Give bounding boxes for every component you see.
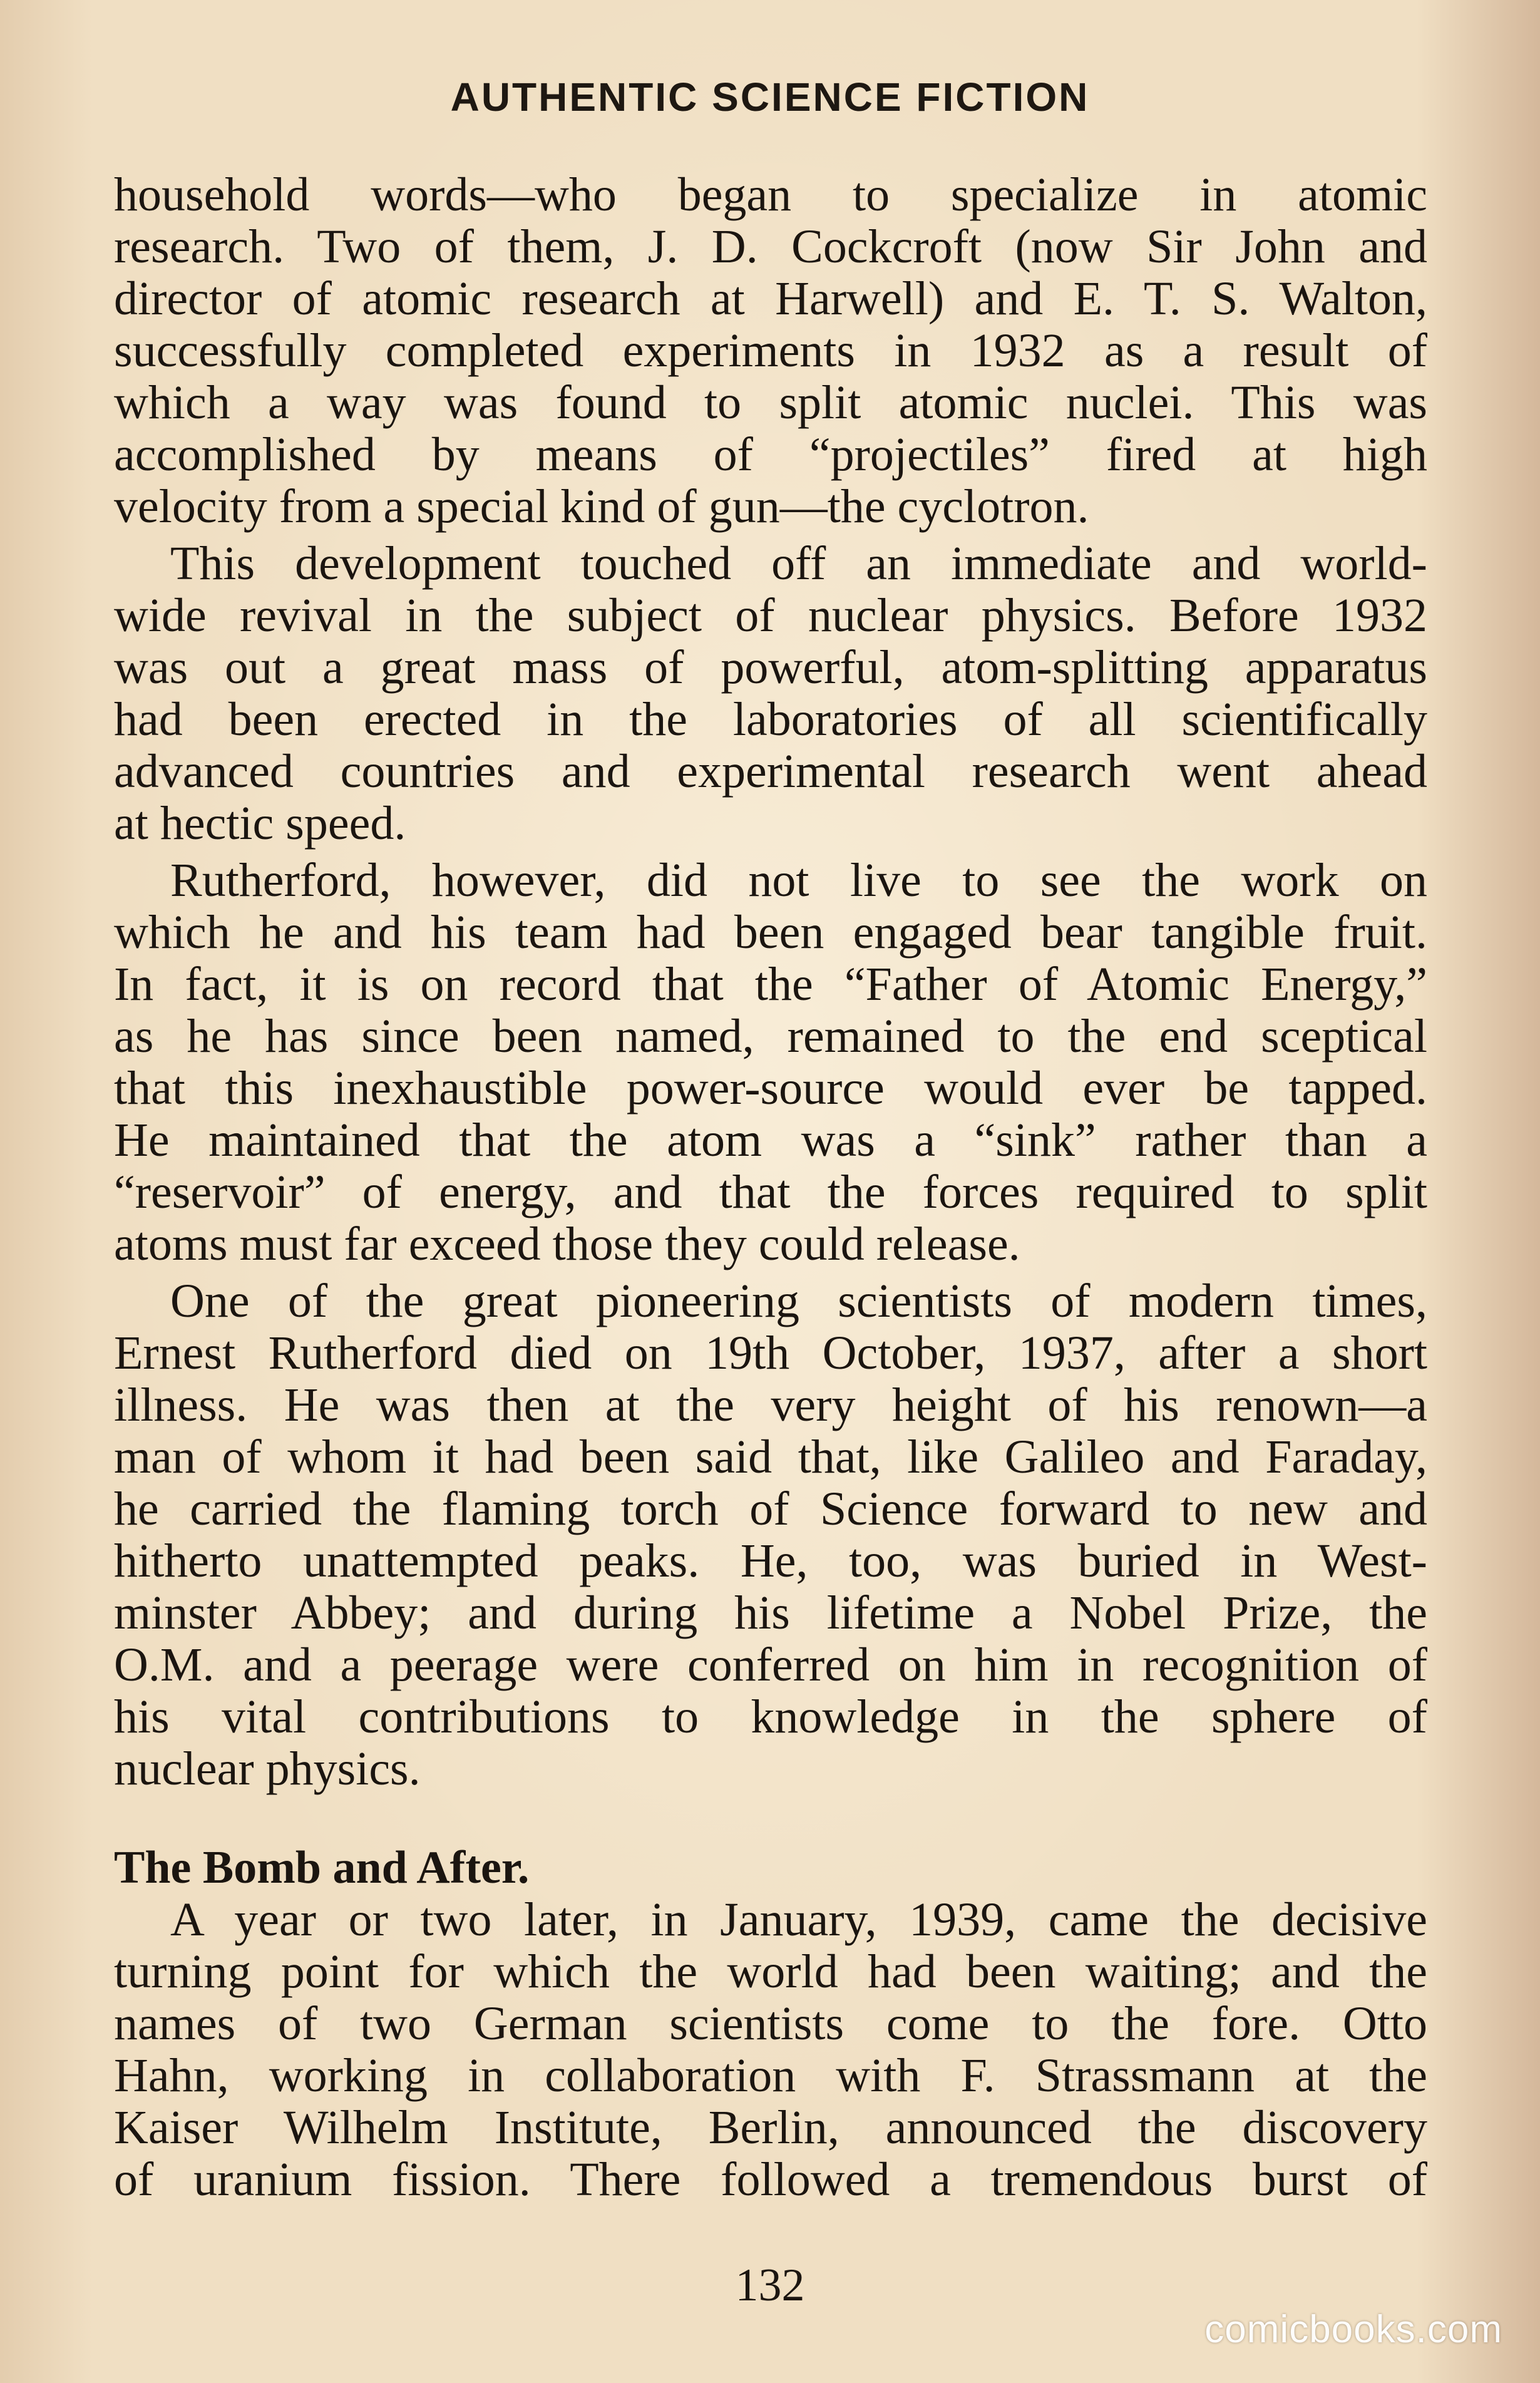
text-line: atoms must far exceed those they could release. [114, 1218, 1020, 1270]
text-line: director of atomic research at Harwell) and E. T. S. Walton, [114, 273, 1427, 325]
paragraph [114, 169, 1427, 533]
text-line: He maintained that the atom was a “sink” rather than a [114, 1114, 1427, 1166]
section-heading: The Bomb and After. [114, 1842, 530, 1893]
text-line: household words—who began to specialize in atomic [114, 169, 1427, 221]
text-line: which he and his team had been engaged bear tangible fruit. [114, 907, 1427, 959]
body-text [114, 169, 1427, 2206]
text-line: minster Abbey; and during his lifetime a Nobel Prize, the [114, 1587, 1427, 1639]
text-line: advanced countries and experimental research went ahead [114, 746, 1427, 798]
text-line: O.M. and a peerage were conferred on him in recognition of [114, 1639, 1427, 1691]
text-line: Kaiser Wilhelm Institute, Berlin, announced the discovery [114, 2102, 1427, 2154]
text-line: Ernest Rutherford died on 19th October, 1937, after a short [114, 1327, 1427, 1379]
text-line: of uranium fission. There followed a tremendous burst of [114, 2154, 1427, 2206]
text-line: had been erected in the laboratories of all scientifically [114, 694, 1427, 746]
paragraph [114, 538, 1427, 850]
running-head: AUTHENTIC SCIENCE FICTION [450, 75, 1090, 120]
text-line: research. Two of them, J. D. Cockcroft (now Sir John and [114, 221, 1427, 273]
text-line: successfully completed experiments in 1932 as a result of [114, 325, 1427, 377]
text-line: illness. He was then at the very height of his renown—a [114, 1379, 1427, 1431]
text-line: at hectic speed. [114, 798, 406, 850]
text-line: Rutherford, however, did not live to see the work on [170, 855, 1427, 907]
watermark: comicbooks.com [1204, 2308, 1502, 2351]
paragraph [114, 1894, 1427, 2206]
paragraph [114, 855, 1427, 1270]
text-line: velocity from a special kind of gun—the cyclotron. [114, 481, 1089, 533]
text-line: nuclear physics. [114, 1743, 421, 1795]
text-line: turning point for which the world had been waiting; and the [114, 1946, 1427, 1998]
text-line: he carried the flaming torch of Science forward to new and [114, 1483, 1427, 1535]
text-line: as he has since been named, remained to the end sceptical [114, 1011, 1427, 1063]
text-line: man of whom it had been said that, like Galileo and Faraday, [114, 1431, 1427, 1483]
text-line: “reservoir” of energy, and that the forces required to split [114, 1166, 1427, 1218]
text-line: which a way was found to split atomic nuclei. This was [114, 377, 1427, 429]
text-line: One of the great pioneering scientists of modern times, [170, 1275, 1427, 1327]
text-line: Hahn, working in collaboration with F. Strassmann at the [114, 2050, 1427, 2102]
text-line: was out a great mass of powerful, atom-splitting apparatus [114, 642, 1427, 694]
text-line: names of two German scientists come to the fore. Otto [114, 1998, 1427, 2050]
text-line: hitherto unattempted peaks. He, too, was buried in West- [114, 1535, 1427, 1587]
text-line: that this inexhaustible power-source would ever be tapped. [114, 1063, 1427, 1114]
text-line: In fact, it is on record that the “Father of Atomic Energy,” [114, 959, 1427, 1011]
text-line: This development touched off an immediate and world- [170, 538, 1427, 590]
text-line: A year or two later, in January, 1939, came the decisive [170, 1894, 1427, 1946]
text-line: his vital contributions to knowledge in the sphere of [114, 1691, 1427, 1743]
text-line: accomplished by means of “projectiles” fired at high [114, 429, 1427, 481]
page-number: 132 [735, 2260, 805, 2311]
text-line: wide revival in the subject of nuclear physics. Before 1932 [114, 590, 1427, 642]
paragraph [114, 1275, 1427, 1795]
